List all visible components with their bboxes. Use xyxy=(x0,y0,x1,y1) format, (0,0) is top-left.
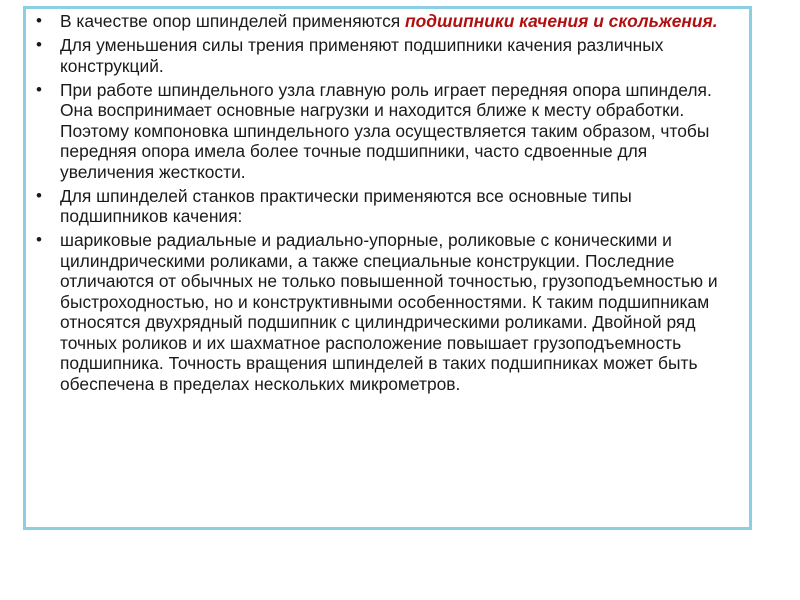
bullet-text: При работе шпиндельного узла главную роль играет передняя опора шпинделя. Она воспринимает основные нагрузки и находится ближе к месту обработки. Поэтому компоновка шпиндельного узла осуществляется таким образом, чтобы передняя опора имела более точные подшипники, часто сдвоенные для увеличения жесткости. xyxy=(60,79,712,182)
bullet-marker: • xyxy=(36,79,42,99)
bullet-marker: • xyxy=(36,230,42,249)
bullet-marker: • xyxy=(36,35,42,54)
bullet-item-4 xyxy=(36,186,736,227)
bullet-item-3 xyxy=(36,80,736,183)
bullet-text: Для уменьшения силы трения применяют подшипники качения различных конструкций. xyxy=(60,35,664,76)
emphasized-text: подшипники качения и скольжения. xyxy=(405,11,718,31)
bullet-item-5 xyxy=(36,230,736,394)
bullet-text: Для шпинделей станков практически применяются все основные типы подшипников качения: xyxy=(60,185,632,226)
bullet-list xyxy=(36,11,736,398)
bullet-text: шариковые радиальные и радиально-упорные, роликовые с коническими и цилиндрическими роликами, а также специальные конструкции. Последние отличаются от обычных не только повышенной точностью, грузоподъемностью и быстроходностью, но и конструктивными особенностями. К таким подшипникам относятся двухрядный подшипник с цилиндрическими роликами. Двойной ряд точных роликов и их шахматное расположение повышает грузоподъемность подшипника. Точность вращения шпинделей в таких подшипниках может быть обеспечена в пределах нескольких микрометров. xyxy=(60,230,718,394)
bullet-item-2 xyxy=(36,35,736,76)
bullet-marker: • xyxy=(36,11,42,30)
bullet-marker: • xyxy=(36,185,42,205)
bullet-text: В качестве опор шпинделей применяются xyxy=(60,11,406,31)
bullet-item-1 xyxy=(36,11,736,32)
